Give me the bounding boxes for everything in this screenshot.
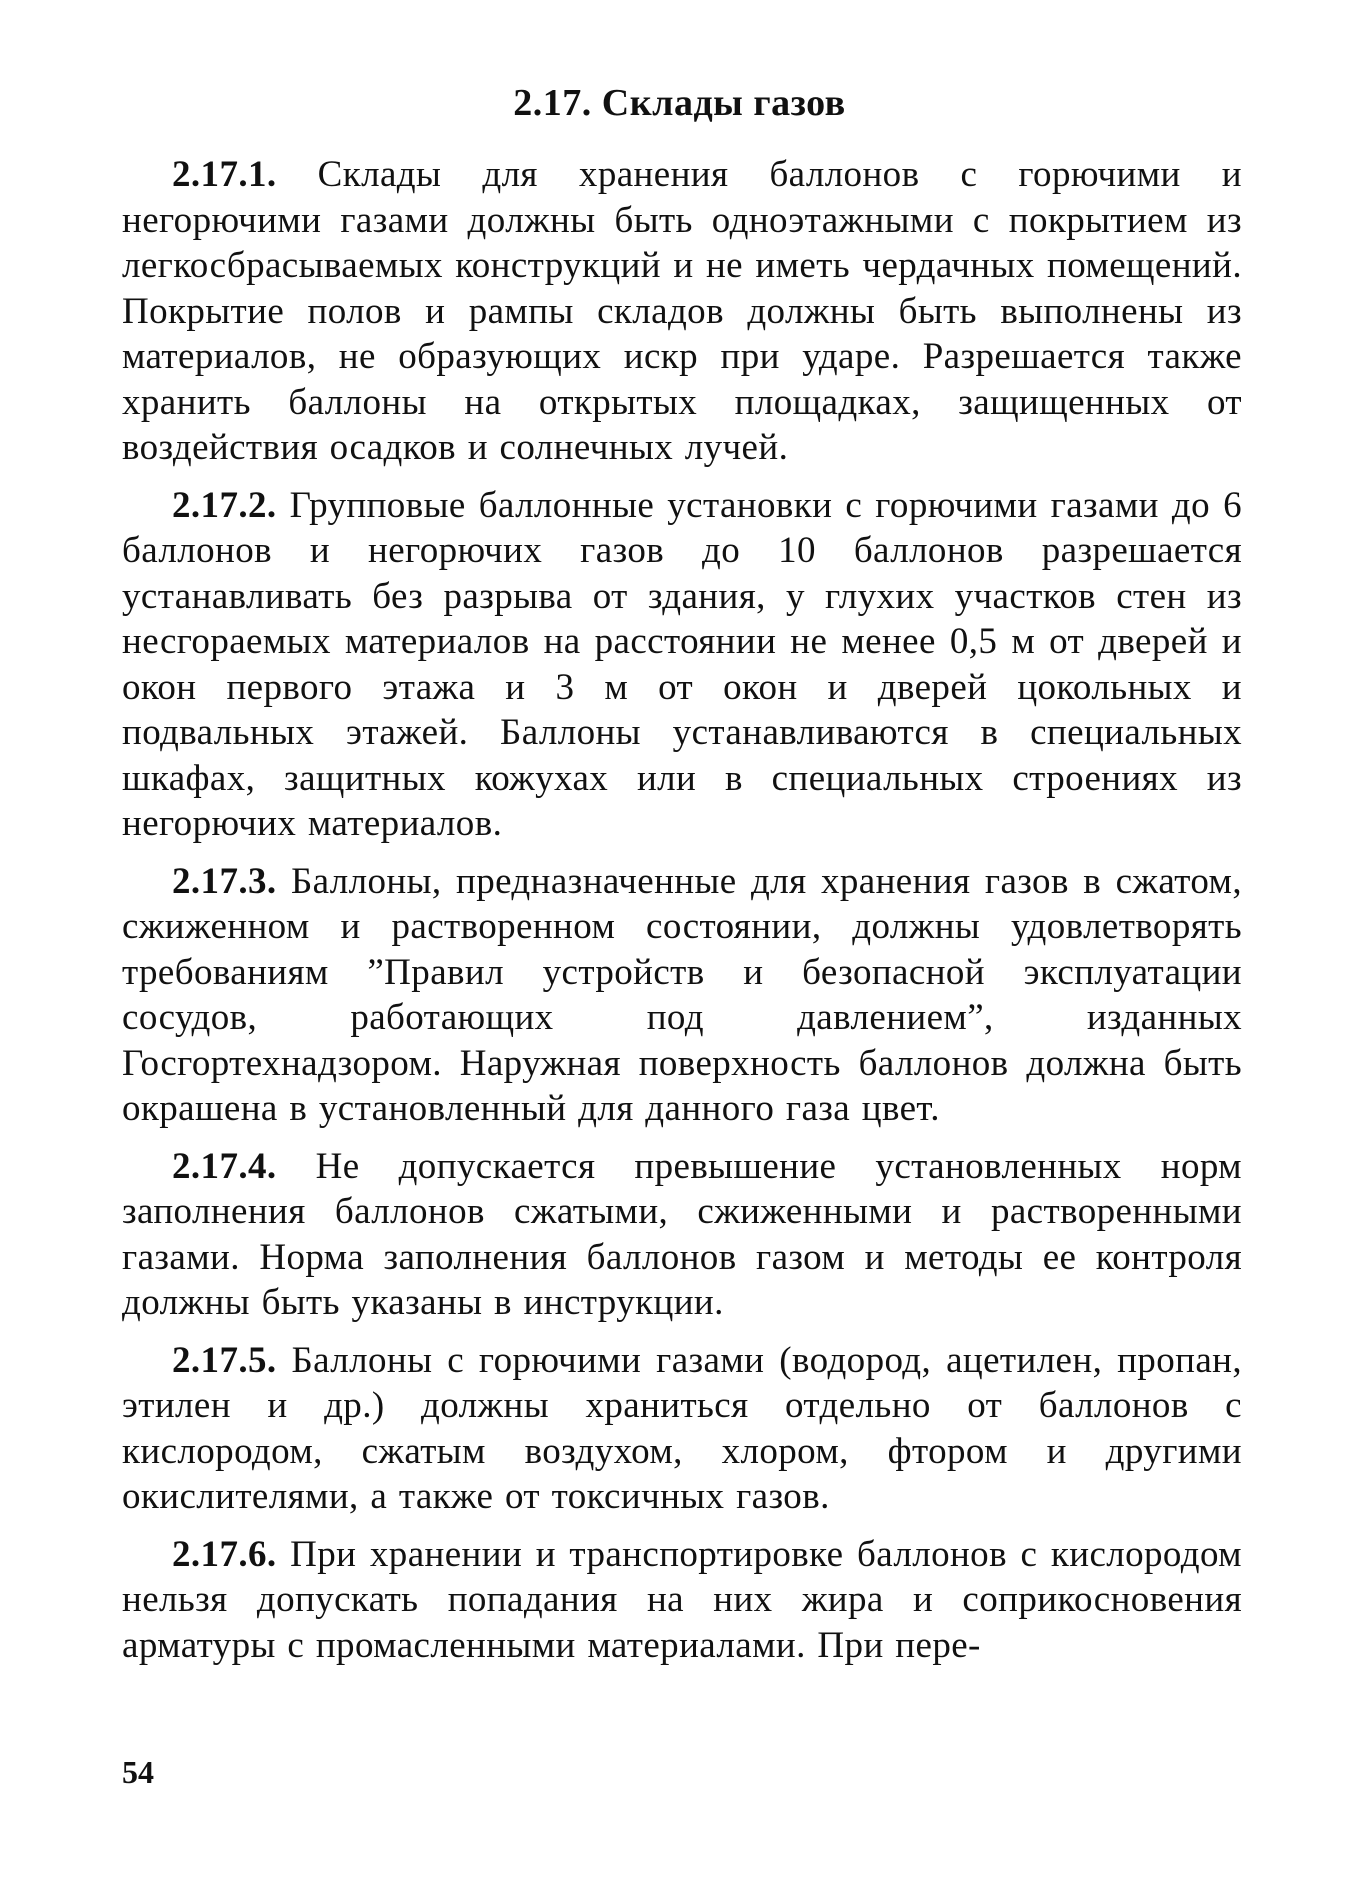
paragraph-number: 2.17.1. (172, 154, 277, 195)
paragraph-2-17-4 (122, 1144, 1242, 1326)
section-title: 2.17. Склады газов (513, 82, 846, 124)
page-number: 54 (122, 1754, 154, 1790)
paragraph-number: 2.17.4. (172, 1145, 277, 1187)
paragraph-2-17-3 (122, 859, 1242, 1132)
document-body (122, 152, 1242, 1680)
paragraph-text: Групповые баллонные установки с горючими газами до 6 баллонов и негорючих газов до 10 баллонов разрешается устанавливать без разрыва от здания, у глухих участков стен из несгораемых материалов на расстоянии не менее 0,5 м от дверей и окон первого этажа и 3 м от окон и дверей цокольных и подвальных этажей. Баллоны устанавливаются в специальных шкафах, защитных кожухах или в специальных строениях из негорючих материалов. (122, 484, 1242, 844)
paragraph-2-17-6 (122, 1532, 1242, 1669)
paragraph-number: 2.17.6. (172, 1533, 277, 1575)
paragraph-text: Не допускается превышение установленных норм заполнения баллонов сжатыми, сжиженными и растворенными газами. Норма заполнения баллонов газом и методы ее контроля должны быть указаны в инструкции. (122, 1145, 1243, 1323)
paragraph-number: 2.17.5. (172, 1339, 277, 1381)
paragraph-text: Склады для хранения баллонов с горючими и негорючими газами должны быть одноэтажными с покрытием из легкосбрасываемых конструкций и не иметь чердачных помещений. Покрытие полов и рампы складов должны быть выполнены из материалов, не образующих искр при ударе. Разрешается также хранить баллоны на открытых площадках, защищенных от воздействия осадков и солнечных лучей. (122, 154, 1242, 468)
paragraph-text: Баллоны, предназначенные для хранения газов в сжатом, сжиженном и растворенном состоянии, должны удовлетворять требованиям ”Правил устройств и безопасной эксплуатации сосудов, работающих под давлением”, изданных Госгортехнадзором. Наружная поверхность баллонов должна быть окрашена в установленный для данного газа цвет. (122, 860, 1242, 1129)
paragraph-text: Баллоны с горючими газами (водород, ацетилен, пропан, этилен и др.) должны храниться отдельно от баллонов с кислородом, сжатым воздухом, хлором, фтором и другими окислителями, а также от токсичных газов. (122, 1339, 1242, 1517)
paragraph-2-17-1 (122, 152, 1242, 471)
paragraph-2-17-2 (122, 483, 1242, 847)
paragraph-2-17-5 (122, 1338, 1242, 1520)
paragraph-number: 2.17.2. (172, 484, 277, 526)
paragraph-text: При хранении и транспортировке баллонов с кислородом нельзя допускать попадания на них жира и соприкосновения арматуры с промасленными материалами. При пере- (122, 1533, 1243, 1666)
paragraph-number: 2.17.3. (172, 860, 277, 902)
